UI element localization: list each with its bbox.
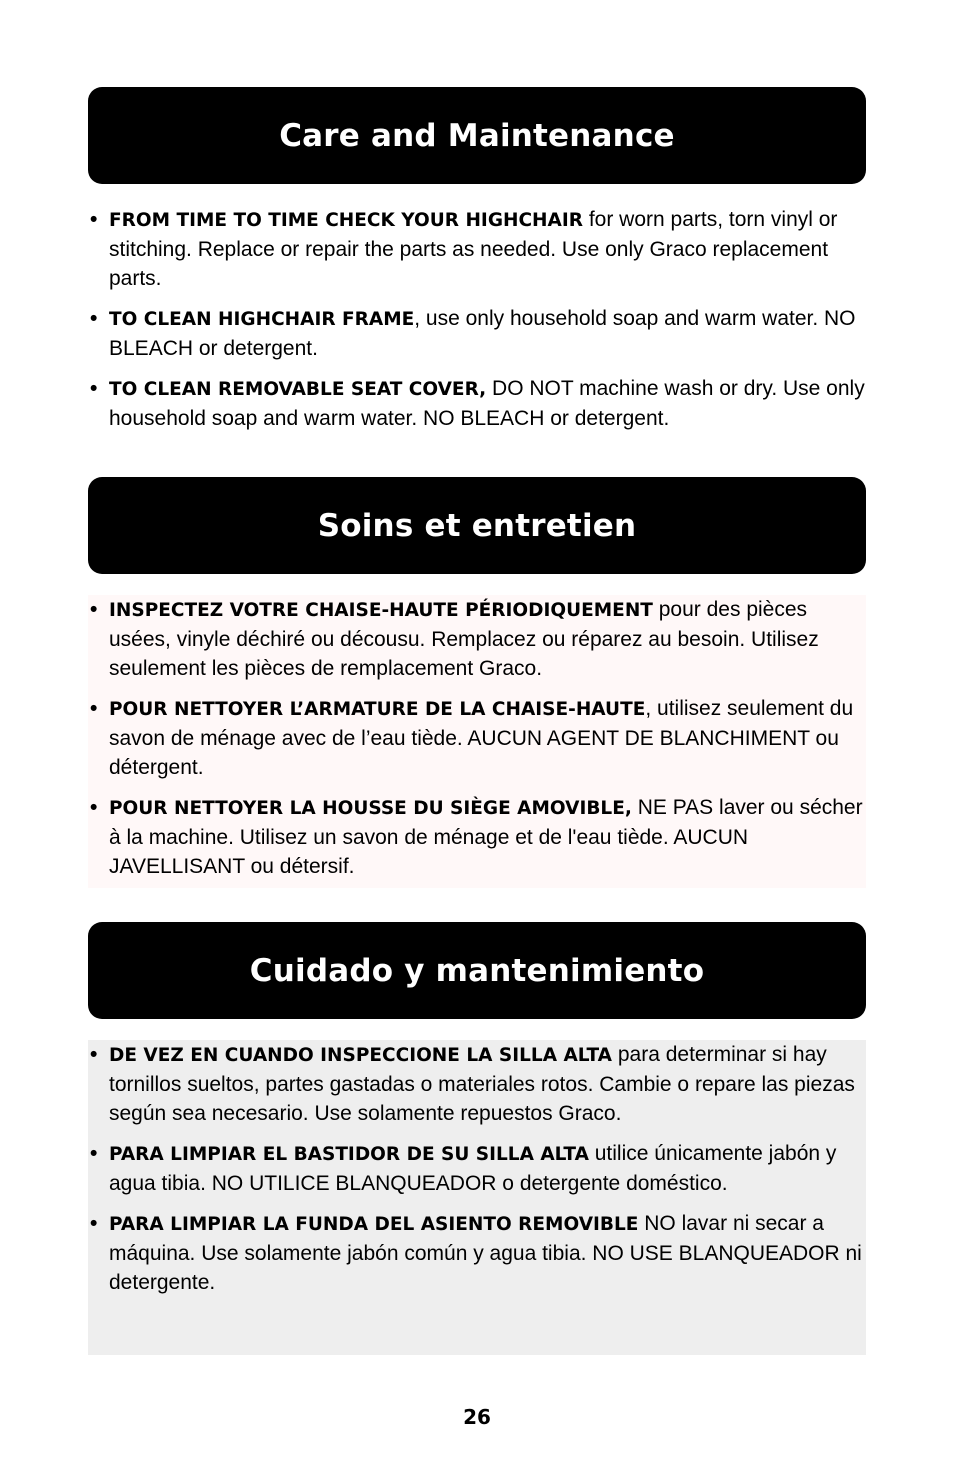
list-item: • PARA LIMPIAR EL BASTIDOR DE SU SILLA ALTA utilice únicamente jabón y agua tibia. NO UTILICE BLANQUEADOR o detergente doméstico. [88,1139,866,1198]
section-header-care [88,87,866,184]
section-title: Care and Maintenance [279,117,675,154]
section-title: Soins et entretien [317,507,637,544]
section-header-cuidado [88,922,866,1019]
section-body-cuidado [88,1040,866,1355]
bullet: • [90,307,98,330]
section-body-care [88,205,866,444]
bullet: • [90,796,98,819]
section-title: Cuidado y mantenimiento [249,952,705,989]
bullet: • [90,1212,98,1235]
list-item: • FROM TIME TO TIME CHECK YOUR HIGHCHAIR for worn parts, torn vinyl or stitching. Replace or repair the parts as needed. Use only Graco replacement parts. [88,205,866,293]
list-item: • INSPECTEZ VOTRE CHAISE-HAUTE PÉRIODIQUEMENT pour des pièces usées, vinyle déchiré ou décousu. Remplacez ou réparez au besoin. Utilisez seulement les pièces de remplacement Graco. [88,595,866,683]
bullet: • [90,697,98,720]
list-item: • TO CLEAN REMOVABLE SEAT COVER, DO NOT machine wash or dry. Use only household soap and warm water. NO BLEACH or detergent. [88,374,866,433]
page-number: 26 [463,1405,491,1429]
bullet: • [90,1043,98,1066]
bullet: • [90,377,98,400]
list-item: • TO CLEAN HIGHCHAIR FRAME, use only household soap and warm water. NO BLEACH or detergent. [88,304,866,363]
list-item: • PARA LIMPIAR LA FUNDA DEL ASIENTO REMOVIBLE NO lavar ni secar a máquina. Use solamente jabón común y agua tibia. NO USE BLANQUEADOR ni detergente. [88,1209,866,1297]
list-item: • POUR NETTOYER LA HOUSSE DU SIÈGE AMOVIBLE, NE PAS laver ou sécher à la machine. Utilisez un savon de ménage et de l'eau tiède. AUCUN JAVELLISANT ou détersif. [88,793,866,881]
list-item: • DE VEZ EN CUANDO INSPECCIONE LA SILLA ALTA para determinar si hay tornillos sueltos, partes gastadas o materiales rotos. Cambie o repare las piezas según sea necesario. Use solamente repuestos Graco. [88,1040,866,1128]
section-body-soins [88,595,866,888]
bullet: • [90,208,98,231]
bullet: • [90,598,98,621]
list-item: • POUR NETTOYER L’ARMATURE DE LA CHAISE-HAUTE, utilisez seulement du savon de ménage avec de l’eau tiède. AUCUN AGENT DE BLANCHIMENT ou détergent. [88,694,866,782]
section-header-soins [88,477,866,574]
bullet: • [90,1142,98,1165]
